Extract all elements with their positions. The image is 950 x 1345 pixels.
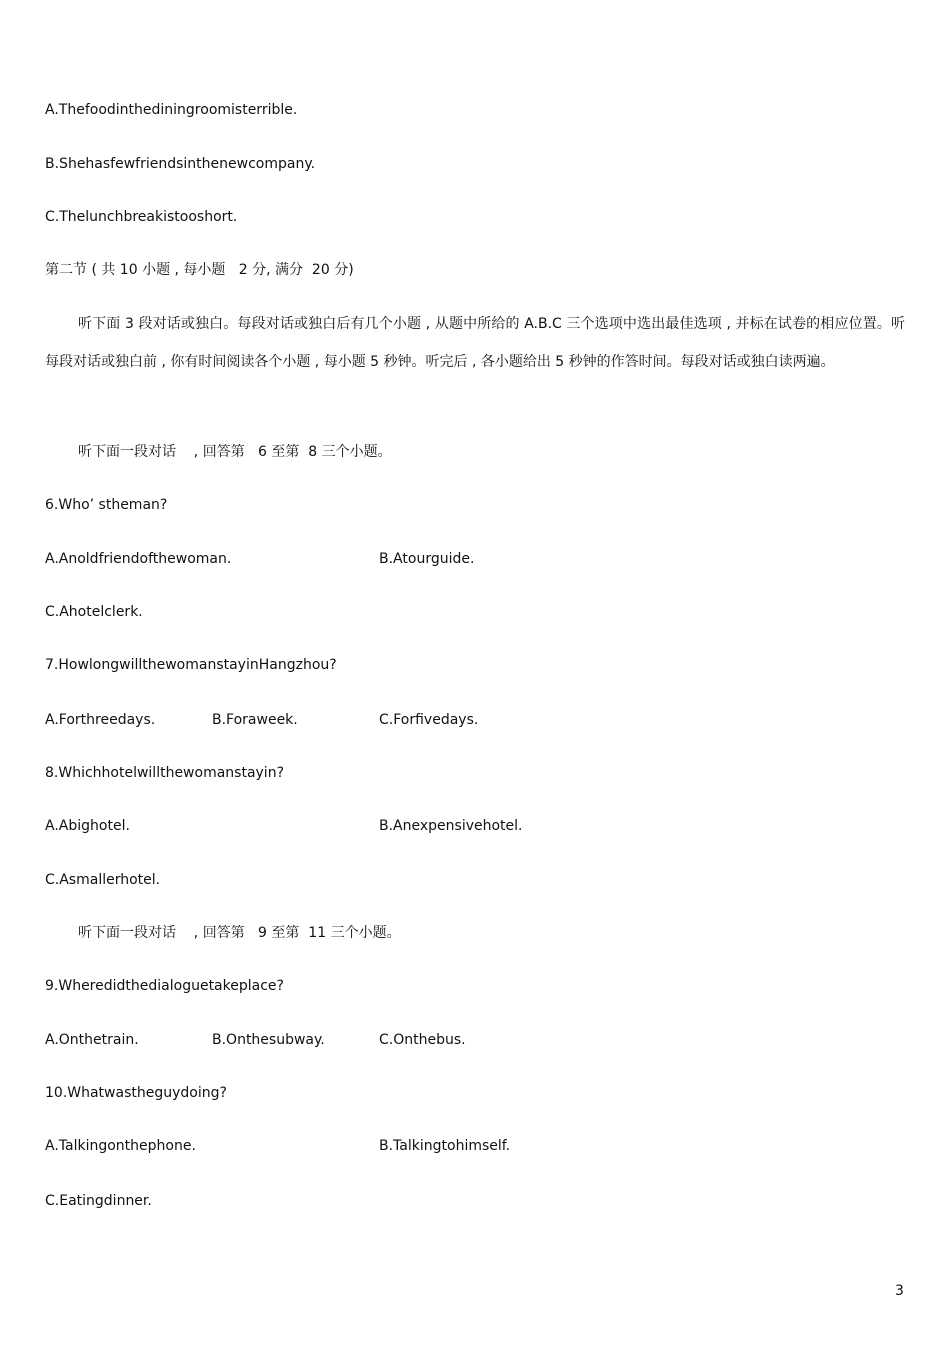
question-8-stem: 8.Whichhotelwillthewomanstayin? [45, 765, 285, 781]
section-heading: 第二节 ( 共 10 小题 , 每小题 2 分, 满分 20 分) [45, 262, 354, 278]
question-6-option-a: A.Anoldfriendofthewoman. [45, 551, 232, 567]
question-10-option-a: A.Talkingonthephone. [45, 1138, 196, 1154]
q5-option-a: A.Thefoodinthediningroomisterrible. [45, 102, 298, 118]
question-10-option-b: B.Talkingtohimself. [379, 1138, 511, 1154]
question-7-option-c: C.Forfivedays. [379, 712, 479, 728]
question-6-option-c: C.Ahotelclerk. [45, 604, 143, 620]
question-9-option-a: A.Onthetrain. [45, 1032, 139, 1048]
question-7-option-a: A.Forthreedays. [45, 712, 156, 728]
question-6-option-b: B.Atourguide. [379, 551, 475, 567]
question-9-option-b: B.Onthesubway. [212, 1032, 325, 1048]
section-instructions: 听下面 3 段对话或独白。每段对话或独白后有几个小题 , 从题中所给的 A.B.C 三个选项中选出最佳选项 , 并标在试卷的相应位置。听每段对话或独白前 , 你有时间阅读各个小题 , 每小题 5 秒钟。听完后 , 各小题给出 5 秒钟的作答时间。每段对话或独白读两遍。 [45, 316, 905, 370]
q5-option-b: B.Shehasfewfriendsinthenewcompany. [45, 156, 316, 172]
question-7-option-b: B.Foraweek. [212, 712, 298, 728]
page-number: 3 [895, 1283, 904, 1299]
dialogue-intro-2: 听下面一段对话 , 回答第 9 至第 11 三个小题。 [78, 925, 401, 941]
question-8-option-b: B.Anexpensivehotel. [379, 818, 523, 834]
question-8-option-a: A.Abighotel. [45, 818, 130, 834]
question-8-option-c: C.Asmallerhotel. [45, 872, 161, 888]
question-10-stem: 10.Whatwastheguydoing? [45, 1085, 227, 1101]
question-6-stem: 6.Who’ stheman? [45, 497, 168, 513]
q5-option-c: C.Thelunchbreakistooshort. [45, 209, 238, 225]
question-7-stem: 7.HowlongwillthewomanstayinHangzhou? [45, 657, 337, 673]
dialogue-intro-1: 听下面一段对话 , 回答第 6 至第 8 三个小题。 [78, 444, 392, 460]
question-10-option-c: C.Eatingdinner. [45, 1193, 152, 1209]
question-9-option-c: C.Onthebus. [379, 1032, 466, 1048]
question-9-stem: 9.Wheredidthedialoguetakeplace? [45, 978, 284, 994]
